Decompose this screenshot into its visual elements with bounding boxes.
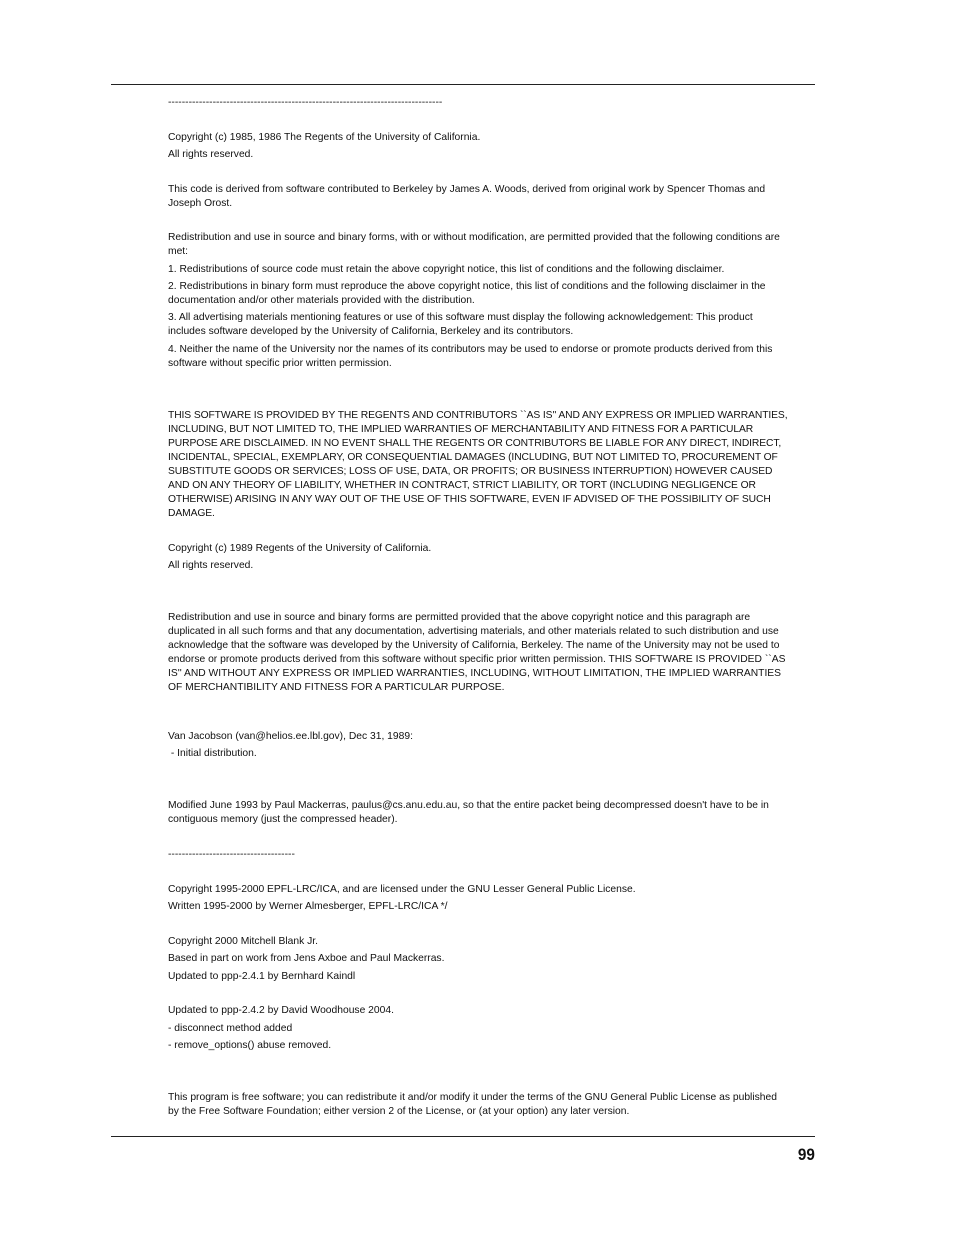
copyright-line: Copyright (c) 1989 Regents of the University of California. [168, 543, 432, 554]
redistribution-paragraph: Redistribution and use in source and binary forms are permitted provided that the above copyright notice and this paragraph are duplicated in all such forms and that any documentation, advertising materials, and other materials related to such distribution and use acknowledge that the software was developed by the University of California, Berkeley. The name of the University may not be used to endorse or promote products derived from this software without specific prior written permission. THIS SOFTWARE IS PROVIDED ``AS IS'' AND WITHOUT ANY EXPRESS OR IMPLIED WARRANTIES, INCLUDING, WITHOUT LIMITATION, THE IMPLIED WARRANTIES OF MERCHANTIBILITY AND FITNESS FOR A PARTICULAR PURPOSE. [168, 612, 786, 693]
license-paragraph: This program is free software; you can redistribute it and/or modify it under the terms of the GNU General Public License as published by the Free Software Foundation; either version 2 of the License, or (at your option) any later version. [168, 1092, 777, 1117]
copyright-line: Copyright (c) 1985, 1986 The Regents of the University of California. [168, 132, 481, 143]
change-note: - Initial distribution. [168, 748, 257, 759]
header-rule [111, 84, 815, 85]
redistribution-paragraph: Redistribution and use in source and binary forms, with or without modification, are permitted provided that the following conditions are met: [168, 232, 780, 257]
condition-2: 2. Redistributions in binary form must reproduce the above copyright notice, this list of conditions and the following disclaimer in the documentation and/or other materials provided with the distribution. [168, 281, 766, 306]
rights-line: All rights reserved. [168, 560, 254, 571]
derived-paragraph: This code is derived from software contributed to Berkeley by James A. Woods, derived from original work by Spencer Thomas and Joseph Orost. [168, 184, 766, 209]
rights-line: All rights reserved. [168, 149, 254, 160]
separator-line: ------------------------------------- [168, 849, 295, 860]
copyright-line: Copyright 1995-2000 EPFL-LRC/ICA, and are licensed under the GNU Lesser General Public License. [168, 884, 636, 895]
author-line: Written 1995-2000 by Werner Almesberger, EPFL-LRC/ICA */ [168, 901, 448, 912]
condition-3: 3. All advertising materials mentioning features or use of this software must display the following acknowledgement: This product includes software developed by the University of California, Berkeley and its contributors. [168, 312, 753, 337]
copyright-line: Copyright 2000 Mitchell Blank Jr. [168, 936, 318, 947]
change-note: - disconnect method added [168, 1023, 293, 1034]
condition-4: 4. Neither the name of the University nor the names of its contributors may be used to endorse or promote products derived from this software without specific prior written permission. [168, 344, 773, 369]
condition-1: 1. Redistributions of source code must retain the above copyright notice, this list of conditions and the following disclaimer. [168, 264, 725, 275]
update-line: Updated to ppp-2.4.1 by Bernhard Kaindl [168, 971, 356, 982]
footer-rule [111, 1136, 815, 1137]
change-note: - remove_options() abuse removed. [168, 1040, 332, 1051]
credit-line: Based in part on work from Jens Axboe and Paul Mackerras. [168, 953, 445, 964]
separator-line: -------------------------------------------------------------------------------- [168, 97, 443, 108]
disclaimer-paragraph: THIS SOFTWARE IS PROVIDED BY THE REGENTS AND CONTRIBUTORS ``AS IS'' AND ANY EXPRESS OR IMPLIED WARRANTIES, INCLUDING, BUT NOT LIMITED TO, THE IMPLIED WARRANTIES OF MERCHANTABILITY AND FITNESS FOR A PARTICULAR PURPOSE ARE DISCLAIMED. IN NO EVENT SHALL THE REGENTS OR CONTRIBUTORS BE LIABLE FOR ANY DIRECT, INDIRECT, INCIDENTAL, SPECIAL, EXEMPLARY, OR CONSEQUENTIAL DAMAGES (INCLUDING, BUT NOT LIMITED TO, PROCUREMENT OF SUBSTITUTE GOODS OR SERVICES; LOSS OF USE, DATA, OR PROFITS; OR BUSINESS INTERRUPTION) HOWEVER CAUSED AND ON ANY THEORY OF LIABILITY, WHETHER IN CONTRACT, STRICT LIABILITY, OR TORT (INCLUDING NEGLIGENCE OR OTHERWISE) ARISING IN ANY WAY OUT OF THE USE OF THIS SOFTWARE, EVEN IF ADVISED OF THE POSSIBILITY OF SUCH DAMAGE. [168, 410, 788, 519]
author-line: Van Jacobson (van@helios.ee.lbl.gov), Dec 31, 1989: [168, 731, 413, 742]
modification-paragraph: Modified June 1993 by Paul Mackerras, paulus@cs.anu.edu.au, so that the entire packet being decompressed doesn't have to be in contiguous memory (just the compressed header). [168, 800, 769, 825]
page-number: 99 [797, 1145, 815, 1164]
update-line: Updated to ppp-2.4.2 by David Woodhouse 2004. [168, 1005, 394, 1016]
